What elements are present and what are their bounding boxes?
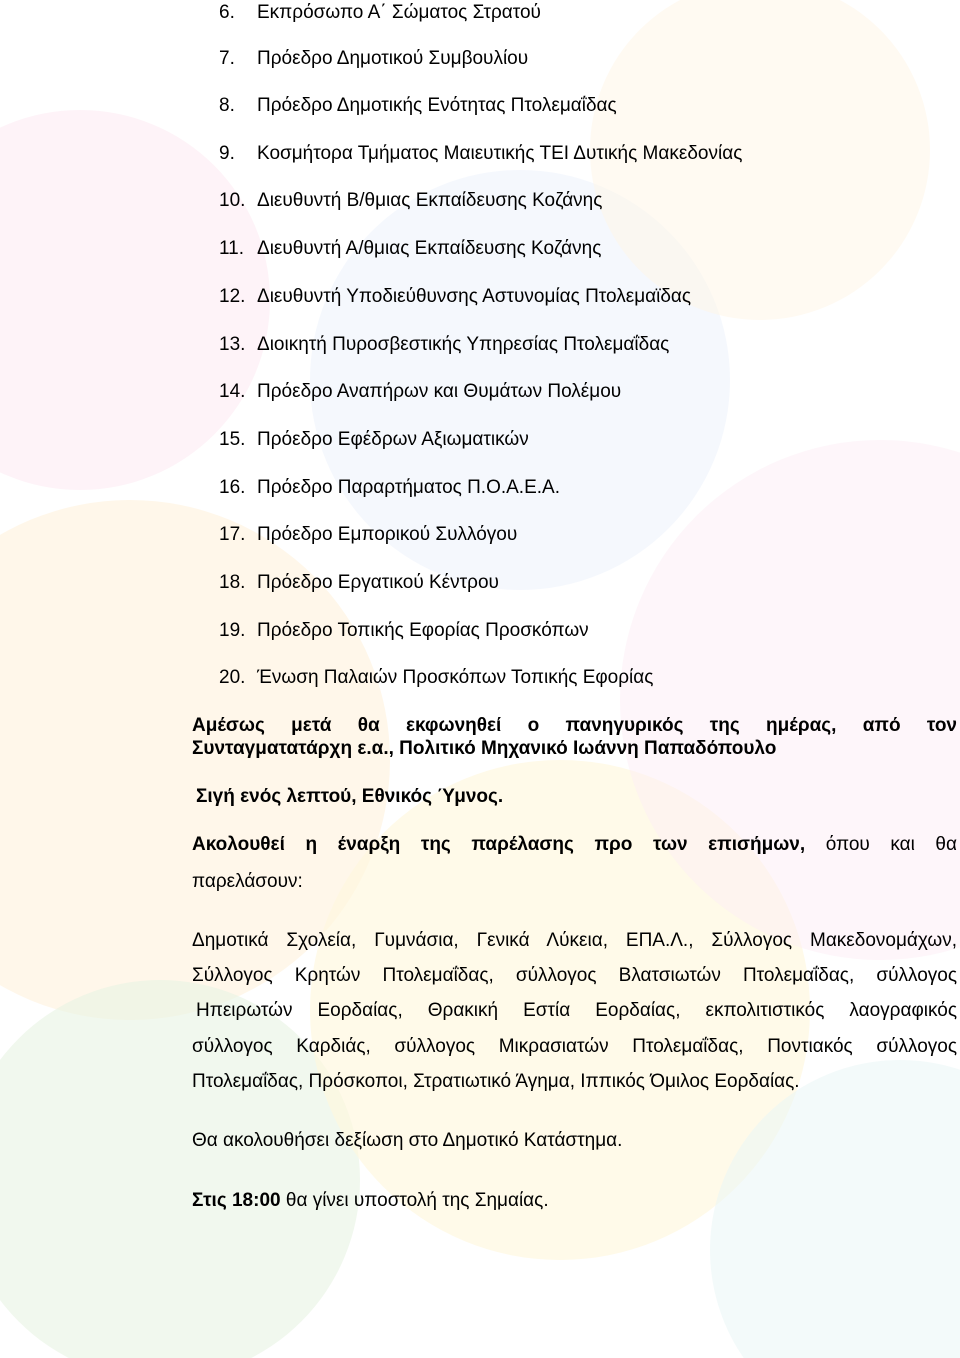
participants-line: Δημοτικά Σχολεία, Γυμνάσια, Γενικά Λύκεια, ΕΠΑ.Λ., Σύλλογος Μακεδονομάχων,: [192, 930, 957, 951]
list-item: 7. Πρόεδρο Δημοτικού Συμβουλίου: [219, 48, 529, 69]
flag-lowering-note: Στις 18:00 θα γίνει υποστολή της Σημαίας.: [192, 1190, 549, 1211]
list-item: 12. Διευθυντή Υποδιεύθυνσης Αστυνομίας Πτολεμαϊδας: [219, 286, 692, 307]
speech-line-2: Συνταγματατάρχη ε.α., Πολιτικό Μηχανικό Ιωάννη Παπαδόπουλο: [192, 738, 777, 759]
list-item: 20. Ένωση Παλαιών Προσκόπων Τοπικής Εφορίας: [219, 667, 654, 688]
list-item: 15. Πρόεδρο Εφέδρων Αξιωματικών: [219, 429, 529, 450]
participants-line: σύλλογος Καρδιάς, σύλλογος Μικρασιατών Πτολεμαΐδας, Ποντιακός σύλλογος: [192, 1036, 957, 1057]
list-item: 9. Κοσμήτορα Τμήματος Μαιευτικής ΤΕΙ Δυτικής Μακεδονίας: [219, 143, 743, 164]
silence-anthem: Σιγή ενός λεπτού, Εθνικός Ύμνος.: [196, 786, 504, 807]
list-item: 8. Πρόεδρο Δημοτικής Ενότητας Πτολεμαΐδας: [219, 95, 617, 116]
list-item: 18. Πρόεδρο Εργατικού Κέντρου: [219, 572, 499, 593]
list-item: 6. Εκπρόσωπο Α΄ Σώματος Στρατού: [219, 2, 541, 23]
participants-line: Σύλλογος Κρητών Πτολεμαΐδας, σύλλογος Βλατσιωτών Πτολεμαΐδας, σύλλογος: [192, 965, 957, 986]
parade-intro-cont: παρελάσουν:: [192, 871, 303, 892]
list-item: 17. Πρόεδρο Εμπορικού Συλλόγου: [219, 524, 518, 545]
list-item: 14. Πρόεδρο Αναπήρων και Θυμάτων Πολέμου: [219, 381, 622, 402]
list-item: 19. Πρόεδρο Τοπικής Εφορίας Προσκόπων: [219, 620, 589, 641]
list-item: 13. Διοικητή Πυροσβεστικής Υπηρεσίας Πτολεμαΐδας: [219, 334, 670, 355]
reception-note: Θα ακολουθήσει δεξίωση στο Δημοτικό Κατάστημα.: [192, 1130, 623, 1151]
participants-line: Ηπειρωτών Εορδαίας, Θρακική Εστία Εορδαίας, εκπολιτιστικός λαογραφικός: [196, 1000, 957, 1021]
list-item: 11. Διευθυντή Α/θμιας Εκπαίδευσης Κοζάνης: [219, 238, 602, 259]
parade-intro: Ακολουθεί η έναρξη της παρέλασης προ των επισήμων, όπου και θα: [192, 834, 957, 855]
participants-line: Πτολεμαΐδας, Πρόσκοποι, Στρατιωτικό Άγημα, Ιππικός Όμιλος Εορδαίας.: [192, 1071, 800, 1092]
list-item: 10. Διευθυντή Β/θμιας Εκπαίδευσης Κοζάνης: [219, 190, 603, 211]
list-item: 16. Πρόεδρο Παραρτήματος Π.Ο.Α.Ε.Α.: [219, 477, 560, 498]
speech-line-1: Αμέσως μετά θα εκφωνηθεί ο πανηγυρικός της ημέρας, από τον: [192, 715, 957, 736]
